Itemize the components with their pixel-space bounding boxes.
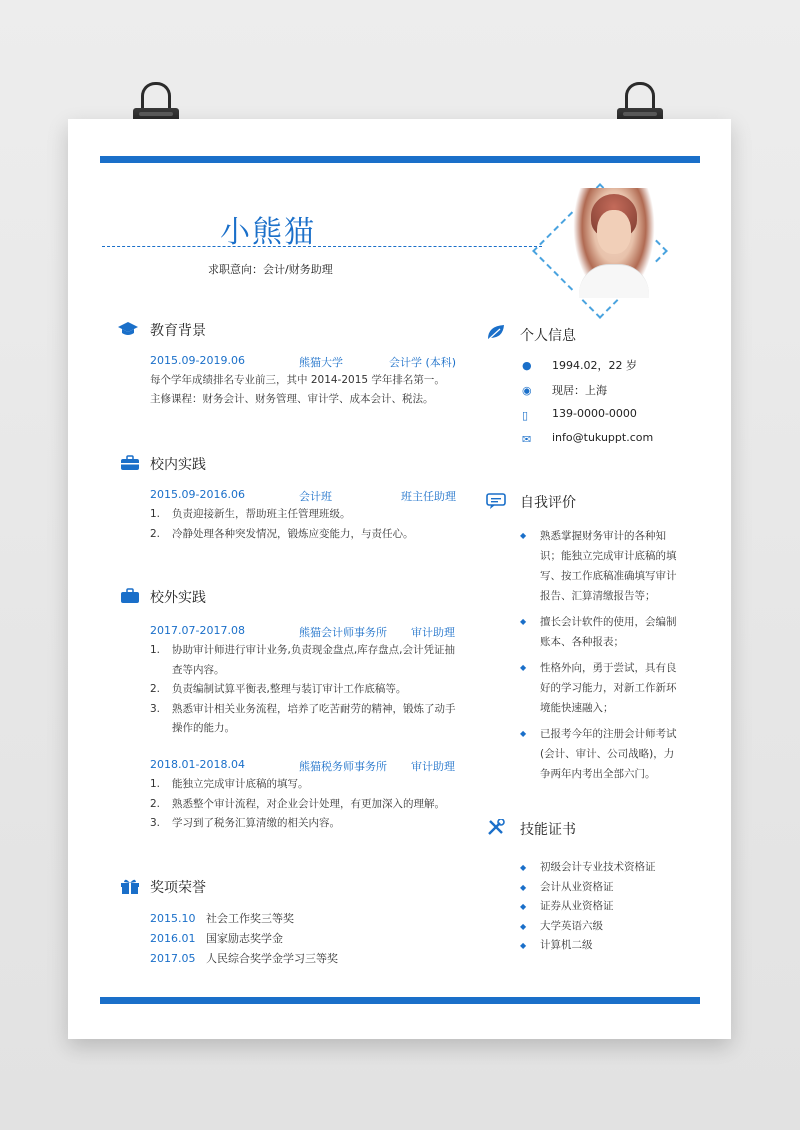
list-item: ◆ 证券从业资格证 <box>520 897 690 917</box>
campus-role: 班主任助理 <box>401 490 456 503</box>
profile-photo <box>573 188 655 298</box>
job-2-list <box>150 775 470 834</box>
birth-info: ● 1994.02，22 岁 <box>522 359 637 372</box>
list-item: ◆ 初级会计专业技术资格证 <box>520 858 690 878</box>
email-icon: ✉ <box>522 433 532 446</box>
list-item: ◆ 性格外向，勇于尝试，具有良好的学习能力，对新工作新环境能快速融入； <box>520 658 678 718</box>
external-title: 校外实践 <box>150 590 206 606</box>
list-item: 3. 学习到了税务汇算清缴的相关内容。 <box>150 817 340 829</box>
list-item: ◆ 擅长会计软件的使用，会编制账本、各种报表； <box>520 612 678 652</box>
campus-list <box>150 505 460 544</box>
awards-title: 奖项荣誉 <box>150 880 206 896</box>
skills-list <box>520 858 690 956</box>
person-icon: ● <box>522 359 532 372</box>
job-1-header: 2017.07-2017.08 熊猫会计师事务所 审计助理 <box>150 624 455 639</box>
list-item: ◆ 大学英语六级 <box>520 917 690 937</box>
leaf-icon <box>486 324 506 340</box>
location-pin-icon: ◉ <box>522 384 532 397</box>
education-line-1: 每个学年成绩排名专业前三，其中 2014-2015 学年排名第一。 <box>150 374 445 386</box>
list-item: 2017.05 人民综合奖学金学习三等奖 <box>150 952 338 965</box>
list-item: ◆ 熟悉掌握财务审计的各种知识；能独立完成审计底稿的填写、按工作底稿准确填写审计报告、汇算清缴报告等； <box>520 526 678 606</box>
list-item: 2. 冷静处理各种突发情况，锻炼应变能力，与责任心。 <box>150 527 414 540</box>
list-item: 2015.10 社会工作奖三等奖 <box>150 912 294 925</box>
list-item: ◆ 计算机二级 <box>520 936 690 956</box>
campus-title: 校内实践 <box>150 457 206 473</box>
tools-icon <box>486 819 506 835</box>
self-eval-list <box>520 526 678 790</box>
chat-bubble-icon <box>486 493 506 509</box>
list-item: 3. 熟悉审计相关业务流程，培养了吃苦耐劳的精神，锻炼了动手操作的能力。 <box>150 702 456 734</box>
list-item: 2016.01 国家励志奖学金 <box>150 932 283 945</box>
campus-header <box>150 488 456 504</box>
job-intent: 求职意向：会计/财务助理 <box>208 263 333 276</box>
education-title: 教育背景 <box>150 323 206 339</box>
graduation-cap-icon <box>118 321 138 337</box>
education-period: 2015.09-2019.06 <box>150 354 245 367</box>
education-header <box>150 354 456 370</box>
email-info: ✉ info@tukuppt.com <box>522 431 654 446</box>
phone-icon: ▯ <box>522 409 529 422</box>
candidate-name: 小熊猫 <box>220 215 316 250</box>
awards-list <box>150 909 338 969</box>
campus-period: 2015.09-2016.06 <box>150 488 245 501</box>
briefcase-icon <box>120 455 140 471</box>
list-item: ◆ 已报考今年的注册会计师考试(会计、审计、公司战略)，力争两年内考出全部六门。 <box>520 724 678 784</box>
self-eval-title: 自我评价 <box>520 495 576 511</box>
top-accent-bar <box>100 156 700 163</box>
job-2-header: 2018.01-2018.04 熊猫税务师事务所 审计助理 <box>150 758 455 773</box>
suitcase-icon <box>120 588 140 604</box>
skills-title: 技能证书 <box>520 822 576 838</box>
location-info: ◉ 现居：上海 <box>522 384 607 397</box>
campus-org: 会计班 <box>299 490 332 503</box>
education-line-2: 主修课程：财务会计、财务管理、审计学、成本会计、税法。 <box>150 393 434 405</box>
list-item: 1. 负责迎接新生，帮助班主任管理班级。 <box>150 508 351 520</box>
gift-icon <box>120 878 140 894</box>
list-item: ◆ 会计从业资格证 <box>520 878 690 898</box>
header-dashed-line <box>102 246 542 247</box>
list-item: 2. 熟悉整个审计流程，对企业会计处理，有更加深入的理解。 <box>150 797 445 810</box>
resume-paper <box>68 119 731 1039</box>
education-major: 会计学 (本科) <box>389 356 457 369</box>
job-1-list <box>150 641 458 739</box>
education-school: 熊猫大学 <box>299 356 343 369</box>
personal-title: 个人信息 <box>520 328 576 344</box>
list-item: 1. 能独立完成审计底稿的填写。 <box>150 778 309 790</box>
list-item: 1. 协助审计师进行审计业务,负责现金盘点,库存盘点,会计凭证抽查等内容。 <box>150 644 456 676</box>
phone-info: ▯ 139-0000-0000 <box>522 407 637 422</box>
bottom-accent-bar <box>100 997 700 1004</box>
list-item: 2. 负责编制试算平衡表,整理与装订审计工作底稿等。 <box>150 683 407 695</box>
